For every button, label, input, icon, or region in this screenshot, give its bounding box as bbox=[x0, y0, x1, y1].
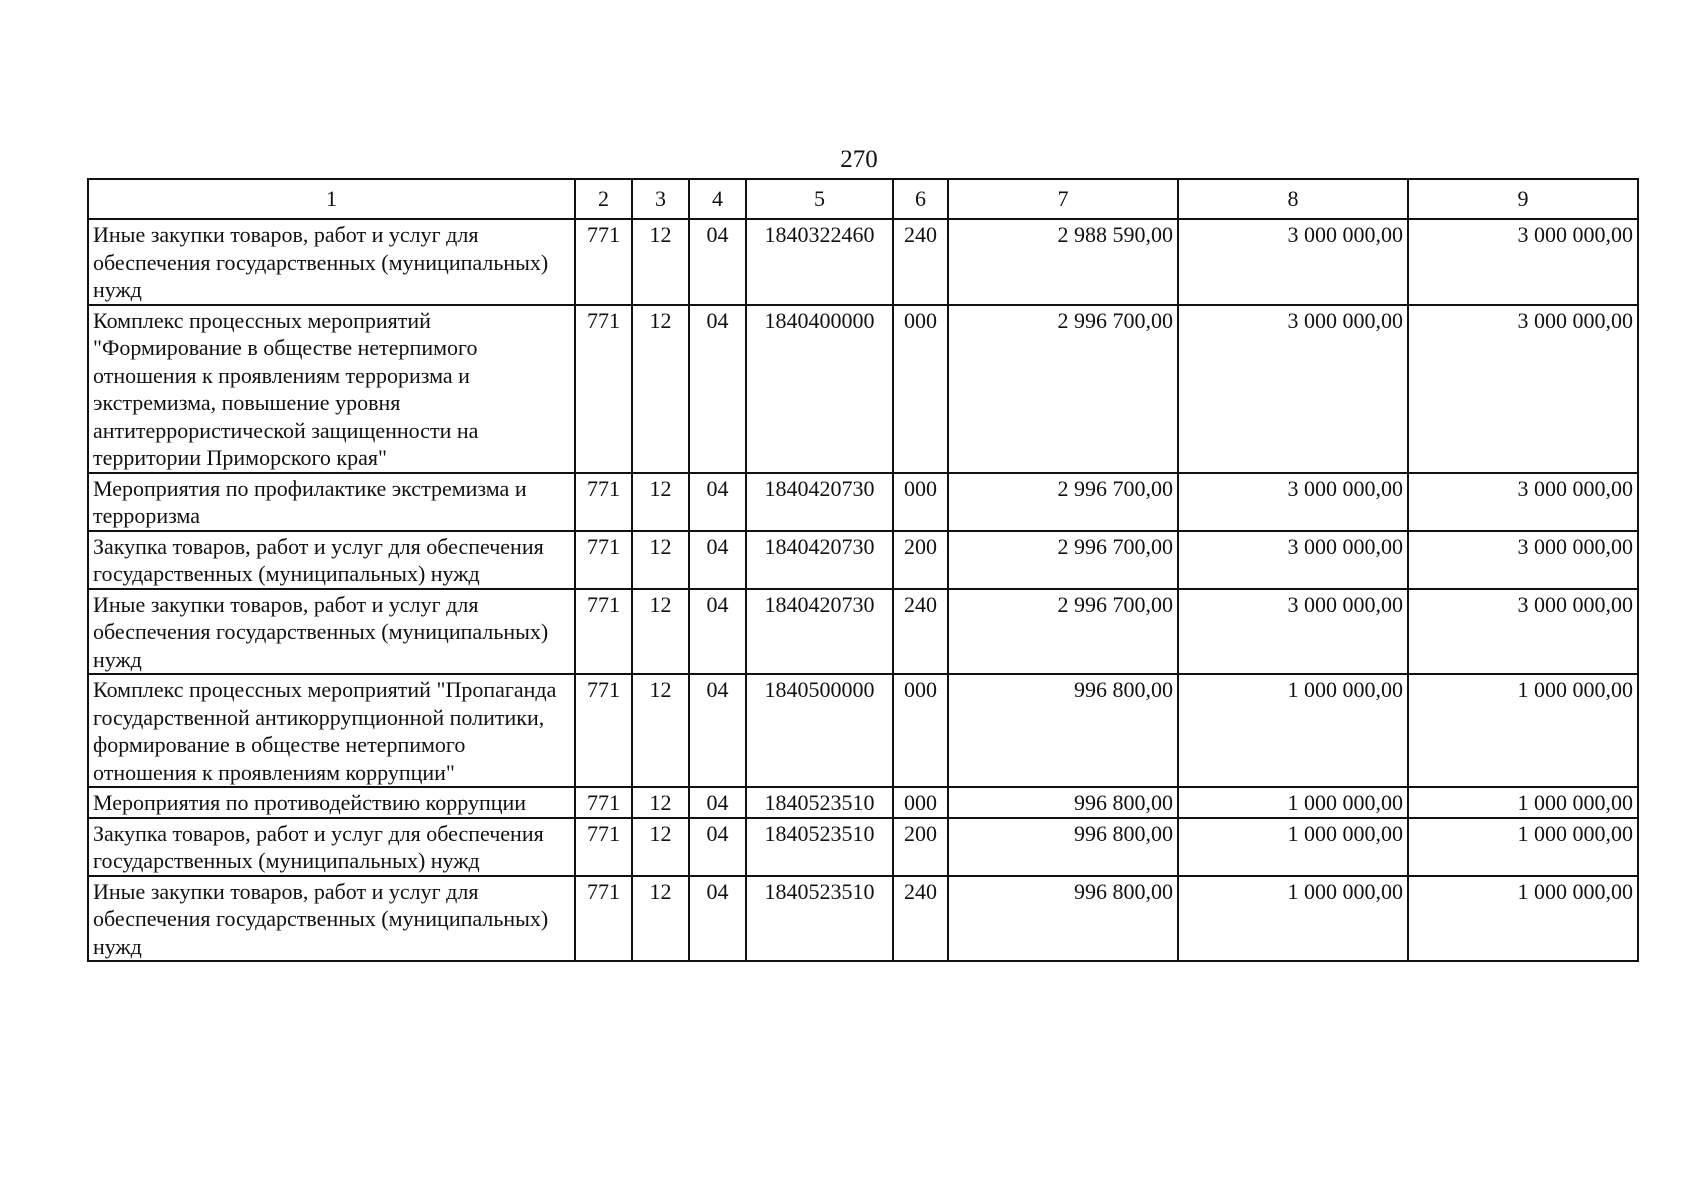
table-row bbox=[88, 787, 1638, 818]
column-header-7: 7 bbox=[948, 179, 1178, 219]
amount-col-8-cell: 1 000 000,00 bbox=[1178, 787, 1408, 818]
subsection-code-cell: 04 bbox=[689, 589, 746, 675]
target-article-code-cell: 1840400000 bbox=[746, 305, 893, 473]
ministry-code-cell: 771 bbox=[575, 473, 632, 531]
amount-col-9-cell: 3 000 000,00 bbox=[1408, 473, 1638, 531]
expense-type-code-cell: 200 bbox=[893, 531, 948, 589]
amount-col-7-cell: 2 988 590,00 bbox=[948, 219, 1178, 305]
row-name-cell: Иные закупки товаров, работ и услуг для обеспечения государственных (муниципальных) нужд bbox=[88, 589, 575, 675]
subsection-code-cell: 04 bbox=[689, 219, 746, 305]
target-article-code-cell: 1840500000 bbox=[746, 674, 893, 787]
amount-col-9-cell: 1 000 000,00 bbox=[1408, 818, 1638, 876]
table-row bbox=[88, 818, 1638, 876]
amount-col-9-cell: 3 000 000,00 bbox=[1408, 305, 1638, 473]
amount-col-9-cell: 1 000 000,00 bbox=[1408, 876, 1638, 962]
section-code-cell: 12 bbox=[632, 305, 689, 473]
amount-col-8-cell: 3 000 000,00 bbox=[1178, 219, 1408, 305]
target-article-code-cell: 1840420730 bbox=[746, 473, 893, 531]
section-code-cell: 12 bbox=[632, 674, 689, 787]
section-code-cell: 12 bbox=[632, 787, 689, 818]
expense-type-code-cell: 240 bbox=[893, 876, 948, 962]
section-code-cell: 12 bbox=[632, 473, 689, 531]
row-name-cell: Мероприятия по профилактике экстремизма и терроризма bbox=[88, 473, 575, 531]
ministry-code-cell: 771 bbox=[575, 305, 632, 473]
amount-col-8-cell: 3 000 000,00 bbox=[1178, 589, 1408, 675]
expense-type-code-cell: 240 bbox=[893, 589, 948, 675]
amount-col-8-cell: 1 000 000,00 bbox=[1178, 876, 1408, 962]
column-header-3: 3 bbox=[632, 179, 689, 219]
page-number: 270 bbox=[840, 146, 878, 173]
column-header-1: 1 bbox=[88, 179, 575, 219]
table-row bbox=[88, 473, 1638, 531]
budget-table bbox=[87, 178, 1639, 962]
ministry-code-cell: 771 bbox=[575, 818, 632, 876]
row-name-cell: Иные закупки товаров, работ и услуг для обеспечения государственных (муниципальных) нужд bbox=[88, 876, 575, 962]
target-article-code-cell: 1840420730 bbox=[746, 531, 893, 589]
target-article-code-cell: 1840322460 bbox=[746, 219, 893, 305]
amount-col-9-cell: 3 000 000,00 bbox=[1408, 589, 1638, 675]
ministry-code-cell: 771 bbox=[575, 589, 632, 675]
column-header-9: 9 bbox=[1408, 179, 1638, 219]
section-code-cell: 12 bbox=[632, 531, 689, 589]
expense-type-code-cell: 000 bbox=[893, 473, 948, 531]
amount-col-9-cell: 1 000 000,00 bbox=[1408, 787, 1638, 818]
target-article-code-cell: 1840523510 bbox=[746, 818, 893, 876]
amount-col-9-cell: 3 000 000,00 bbox=[1408, 531, 1638, 589]
ministry-code-cell: 771 bbox=[575, 787, 632, 818]
row-name-cell: Мероприятия по противодействию коррупции bbox=[88, 787, 575, 818]
table-row bbox=[88, 219, 1638, 305]
table-row bbox=[88, 876, 1638, 962]
row-name-cell: Иные закупки товаров, работ и услуг для обеспечения государственных (муниципальных) нужд bbox=[88, 219, 575, 305]
amount-col-8-cell: 1 000 000,00 bbox=[1178, 674, 1408, 787]
amount-col-9-cell: 3 000 000,00 bbox=[1408, 219, 1638, 305]
table-row bbox=[88, 674, 1638, 787]
section-code-cell: 12 bbox=[632, 589, 689, 675]
header-row bbox=[88, 179, 1638, 219]
amount-col-7-cell: 2 996 700,00 bbox=[948, 531, 1178, 589]
table-row bbox=[88, 589, 1638, 675]
ministry-code-cell: 771 bbox=[575, 531, 632, 589]
target-article-code-cell: 1840523510 bbox=[746, 787, 893, 818]
ministry-code-cell: 771 bbox=[575, 674, 632, 787]
target-article-code-cell: 1840420730 bbox=[746, 589, 893, 675]
amount-col-7-cell: 996 800,00 bbox=[948, 818, 1178, 876]
row-name-cell: Закупка товаров, работ и услуг для обеспечения государственных (муниципальных) нужд bbox=[88, 818, 575, 876]
amount-col-7-cell: 996 800,00 bbox=[948, 876, 1178, 962]
subsection-code-cell: 04 bbox=[689, 473, 746, 531]
amount-col-7-cell: 2 996 700,00 bbox=[948, 589, 1178, 675]
amount-col-8-cell: 3 000 000,00 bbox=[1178, 531, 1408, 589]
expense-type-code-cell: 200 bbox=[893, 818, 948, 876]
table-header bbox=[88, 179, 1638, 219]
subsection-code-cell: 04 bbox=[689, 876, 746, 962]
target-article-code-cell: 1840523510 bbox=[746, 876, 893, 962]
ministry-code-cell: 771 bbox=[575, 876, 632, 962]
expense-type-code-cell: 000 bbox=[893, 674, 948, 787]
expense-type-code-cell: 000 bbox=[893, 305, 948, 473]
table-row bbox=[88, 531, 1638, 589]
column-header-4: 4 bbox=[689, 179, 746, 219]
section-code-cell: 12 bbox=[632, 876, 689, 962]
row-name-cell: Комплекс процессных мероприятий "Формирование в обществе нетерпимого отношения к проявлениям терроризма и экстремизма, повышение уровня антитеррористической защищенности на территории Приморского края" bbox=[88, 305, 575, 473]
subsection-code-cell: 04 bbox=[689, 305, 746, 473]
table-row bbox=[88, 305, 1638, 473]
amount-col-7-cell: 996 800,00 bbox=[948, 674, 1178, 787]
section-code-cell: 12 bbox=[632, 219, 689, 305]
column-header-2: 2 bbox=[575, 179, 632, 219]
amount-col-8-cell: 1 000 000,00 bbox=[1178, 818, 1408, 876]
amount-col-7-cell: 2 996 700,00 bbox=[948, 473, 1178, 531]
section-code-cell: 12 bbox=[632, 818, 689, 876]
table-body bbox=[88, 219, 1638, 961]
expense-type-code-cell: 000 bbox=[893, 787, 948, 818]
column-header-8: 8 bbox=[1178, 179, 1408, 219]
row-name-cell: Закупка товаров, работ и услуг для обеспечения государственных (муниципальных) нужд bbox=[88, 531, 575, 589]
amount-col-7-cell: 2 996 700,00 bbox=[948, 305, 1178, 473]
expense-type-code-cell: 240 bbox=[893, 219, 948, 305]
amount-col-8-cell: 3 000 000,00 bbox=[1178, 473, 1408, 531]
column-header-5: 5 bbox=[746, 179, 893, 219]
subsection-code-cell: 04 bbox=[689, 787, 746, 818]
subsection-code-cell: 04 bbox=[689, 531, 746, 589]
row-name-cell: Комплекс процессных мероприятий "Пропаганда государственной антикоррупционной политики, формирование в обществе нетерпимого отношения к проявлениям коррупции" bbox=[88, 674, 575, 787]
subsection-code-cell: 04 bbox=[689, 818, 746, 876]
subsection-code-cell: 04 bbox=[689, 674, 746, 787]
amount-col-7-cell: 996 800,00 bbox=[948, 787, 1178, 818]
amount-col-9-cell: 1 000 000,00 bbox=[1408, 674, 1638, 787]
column-header-6: 6 bbox=[893, 179, 948, 219]
amount-col-8-cell: 3 000 000,00 bbox=[1178, 305, 1408, 473]
ministry-code-cell: 771 bbox=[575, 219, 632, 305]
